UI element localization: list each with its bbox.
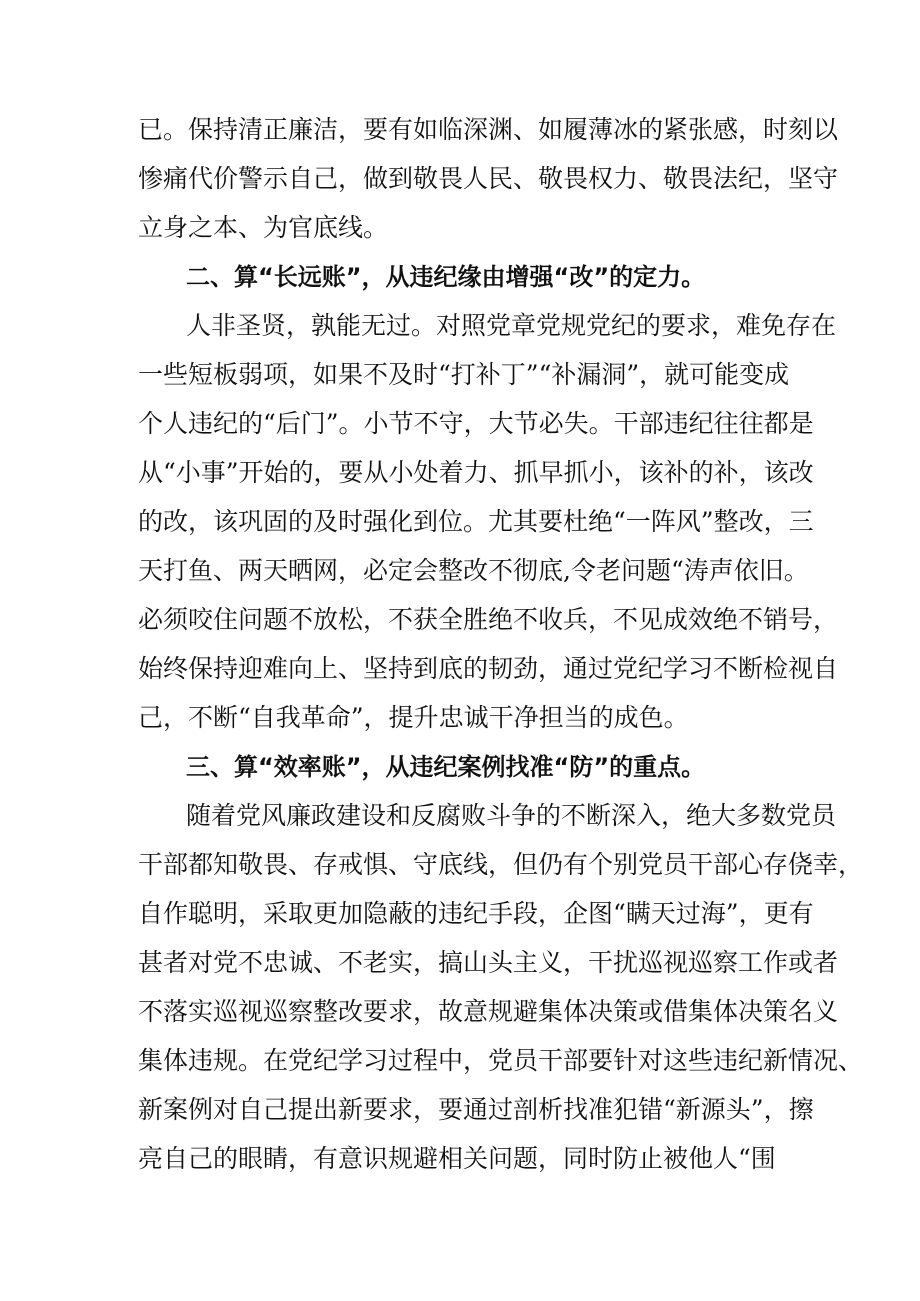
para1-line-2: 惨痛代价警示自己，做到敬畏人民、敬畏权力、敬畏法纪，坚守 bbox=[138, 164, 839, 193]
para1-line-3: 立身之本、为官底线。 bbox=[138, 213, 389, 242]
para3-line-1: 随着党风廉政建设和反腐败斗争的不断深入，绝大多数党员 bbox=[186, 801, 837, 830]
para3-line-5: 不落实巡视巡察整改要求，故意规避集体决策或借集体决策名义 bbox=[138, 997, 839, 1026]
para3-line-7: 新案例对自己提出新要求，要通过剖析找准犯错“新源头”，擦 bbox=[138, 1095, 814, 1124]
para3-line-2: 干部都知敬畏、存戒惧、守底线，但仍有个别党员干部心存侥幸， bbox=[138, 850, 864, 879]
para1-line-1: 已。保持清正廉洁，要有如临深渊、如履薄冰的紧张感，时刻以 bbox=[138, 115, 839, 144]
section-heading-3: 三、算“效率账”，从违纪案例找准“防”的重点。 bbox=[186, 753, 706, 781]
para2-line-5: 的改，该巩固的及时强化到位。尤其要杜绝“一阵风”整改，三 bbox=[138, 507, 814, 536]
para2-line-1: 人非圣贤，孰能无过。对照党章党规党纪的要求，难免存在 bbox=[186, 311, 837, 340]
section-heading-2: 二、算“长远账”，从违纪缘由增强“改”的定力。 bbox=[186, 263, 706, 291]
para2-line-6: 天打鱼、两天晒网，必定会整改不彻底,令老问题“涛声依旧。 bbox=[138, 556, 809, 585]
para3-line-8: 亮自己的眼睛，有意识规避相关问题，同时防止被他人“围 bbox=[138, 1144, 776, 1173]
para2-line-4: 从“小事”开始的，要从小处着力、抓早抓小，该补的补，该改 bbox=[138, 458, 814, 487]
para2-line-3: 个人违纪的“后门”。小节不守，大节必失。干部违纪往往都是 bbox=[138, 409, 814, 438]
para3-line-6: 集体违规。在党纪学习过程中，党员干部要针对这些违纪新情况、 bbox=[138, 1046, 864, 1075]
para2-line-2: 一些短板弱项，如果不及时“打补丁”“补漏洞”，就可能变成 bbox=[138, 360, 790, 389]
para2-line-9: 己，不断“自我革命”，提升忠诚干净担当的成色。 bbox=[138, 703, 689, 732]
para2-line-7: 必须咬住问题不放松，不获全胜绝不收兵，不见成效绝不销号， bbox=[138, 605, 839, 634]
para2-line-8: 始终保持迎难向上、坚持到底的韧劲，通过党纪学习不断检视自 bbox=[138, 654, 839, 683]
para3-line-3: 自作聪明，采取更加隐蔽的违纪手段，企图“瞒天过海”，更有 bbox=[138, 899, 814, 928]
para3-line-4: 甚者对党不忠诚、不老实，搞山头主义，干扰巡视巡察工作或者 bbox=[138, 948, 839, 977]
